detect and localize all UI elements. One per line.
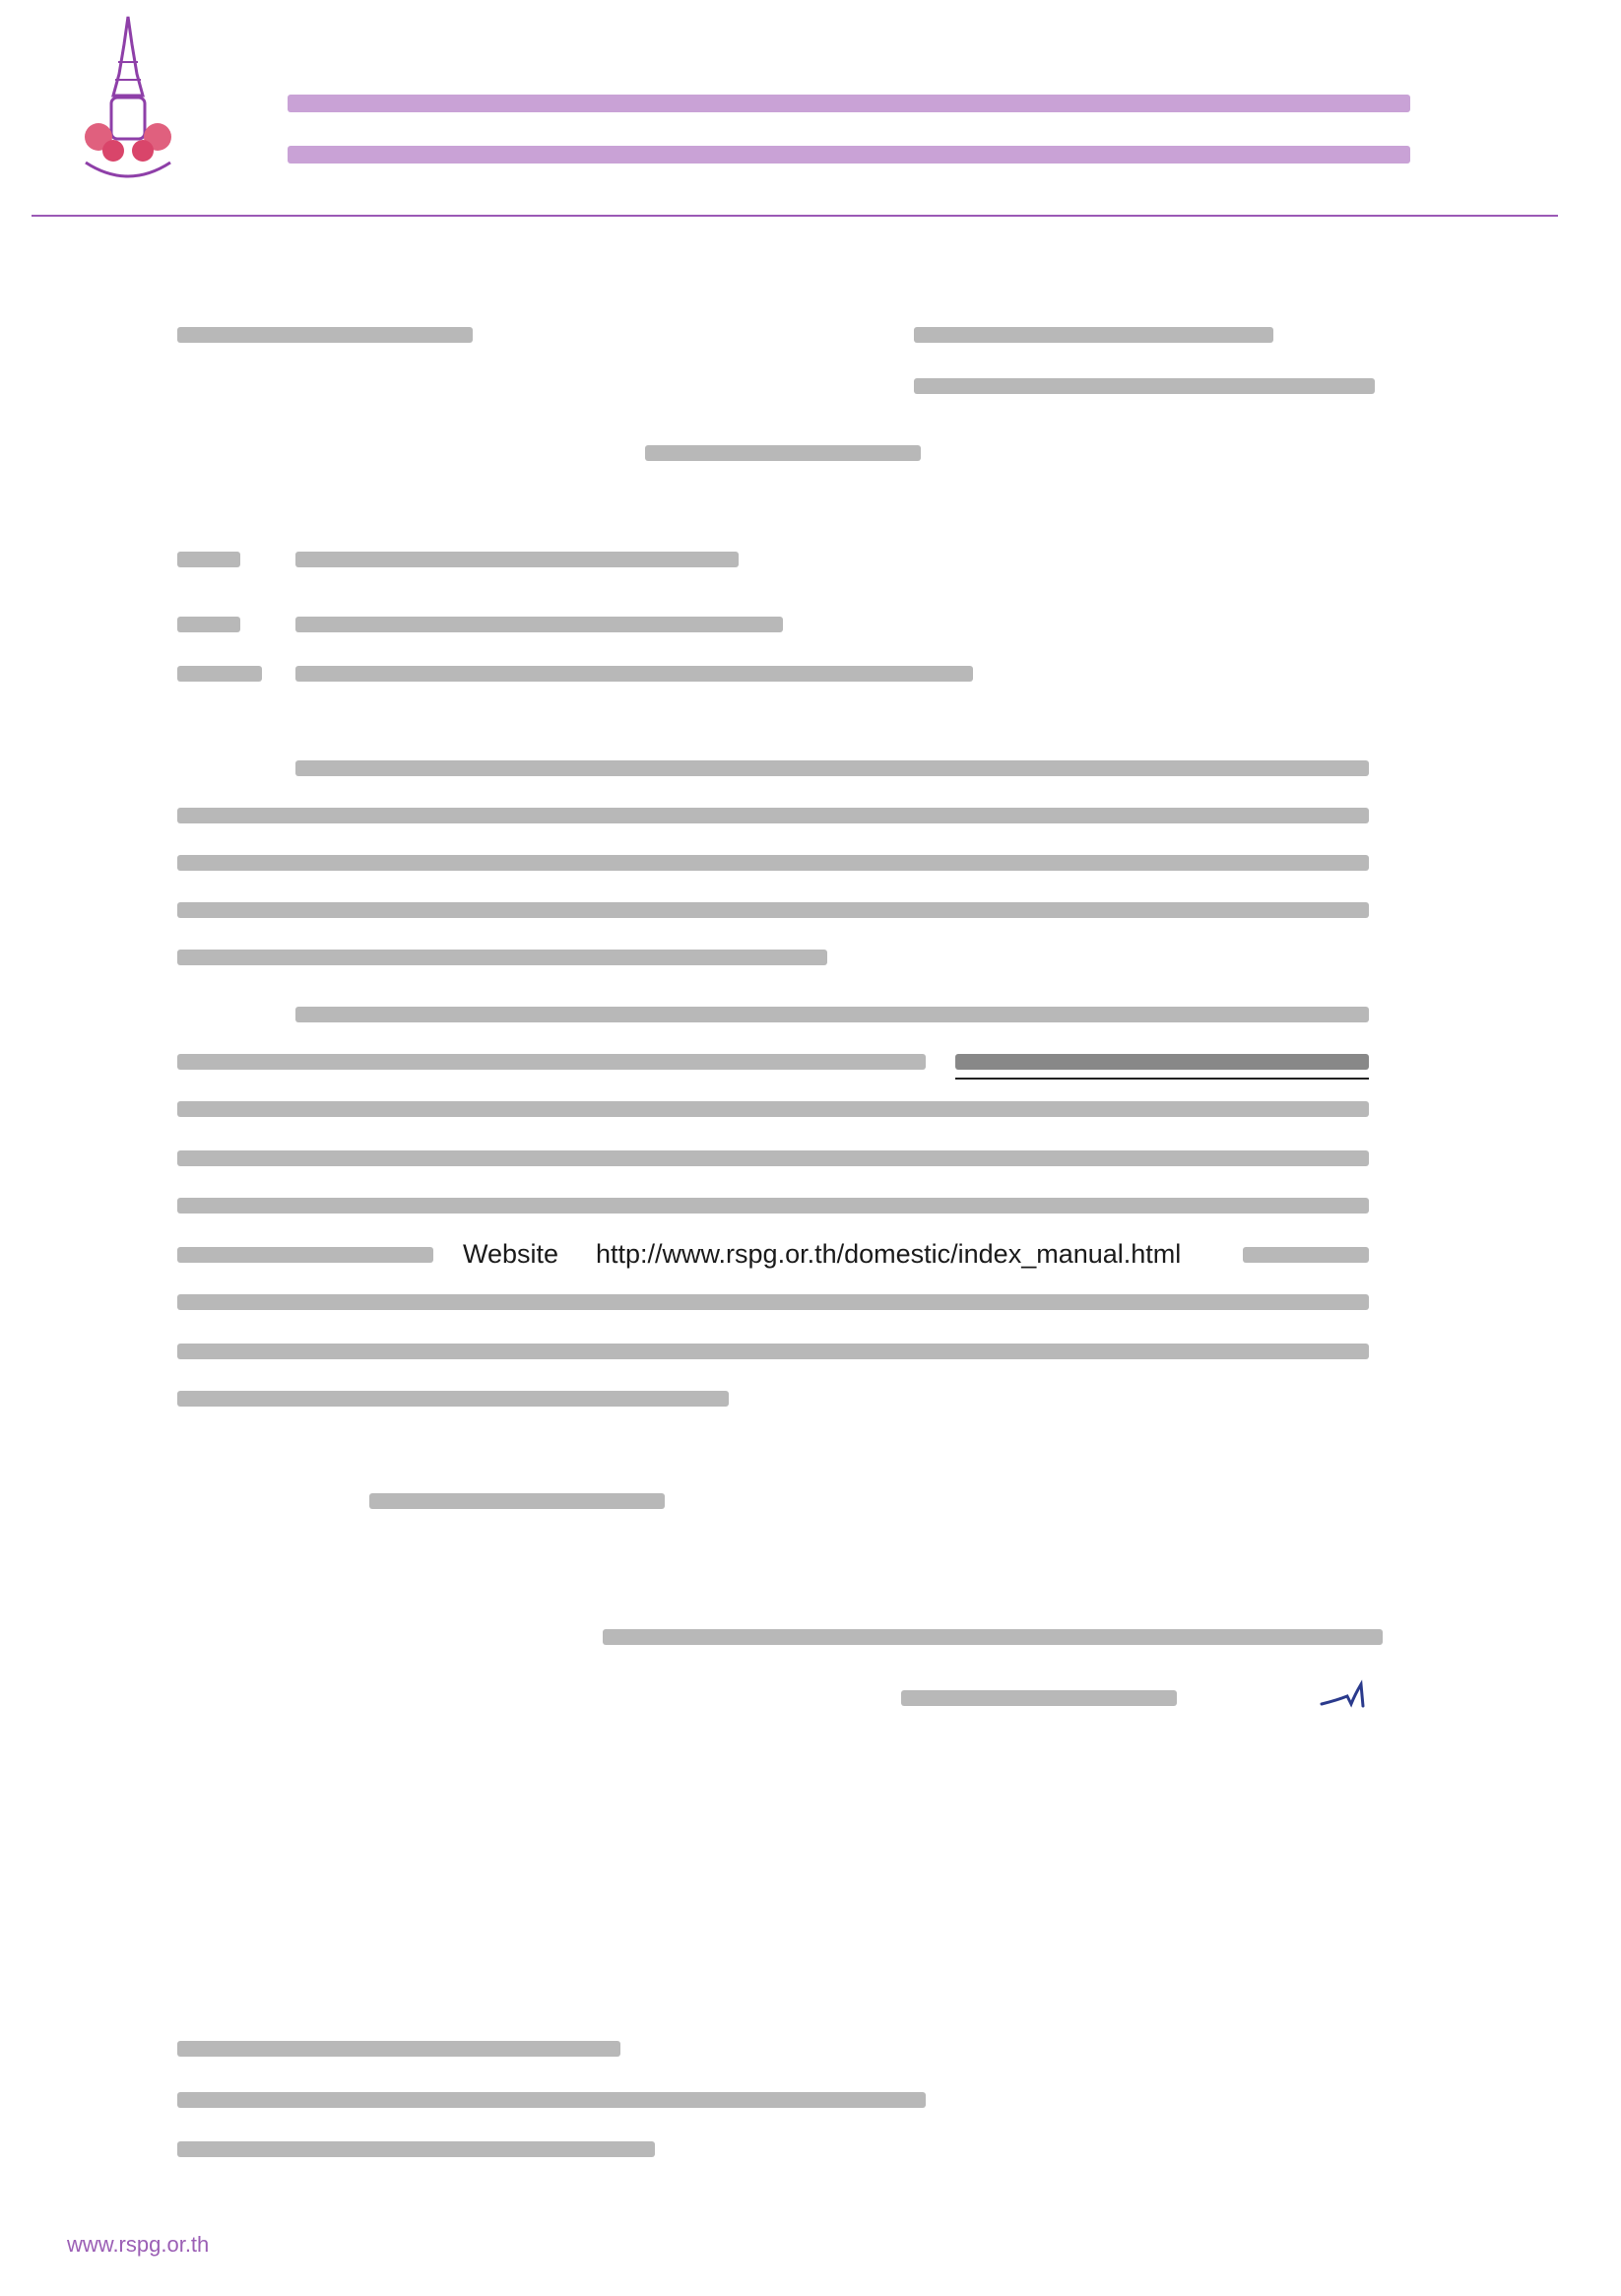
paragraph-2-line: [177, 1150, 1369, 1166]
paragraph-2-line: [295, 1007, 1369, 1022]
letter-date: [645, 445, 921, 461]
to-text: [295, 617, 783, 632]
sender-line-1: [914, 327, 1273, 343]
member-code: [955, 1054, 1369, 1070]
royal-crest-logo: [74, 15, 182, 187]
letterhead-line-1: [288, 95, 1410, 112]
website-label: Website: [463, 1239, 559, 1269]
letterhead-divider: [32, 215, 1558, 217]
sender-line-2: [914, 378, 1375, 394]
member-code-underline: [955, 1078, 1369, 1080]
to-label: [177, 617, 240, 632]
subject-label: [177, 552, 240, 567]
paragraph-2-line: [177, 1198, 1369, 1214]
paragraph-1-line: [295, 760, 1369, 776]
paragraph-2-line: [177, 1054, 926, 1070]
contact-phone: [177, 2092, 926, 2108]
royal-crest-with-lotus-icon: [85, 17, 171, 176]
reference-label: [177, 666, 262, 682]
paragraph-2-line-suffix: [1243, 1247, 1369, 1263]
subject-text: [295, 552, 739, 567]
contact-fax: [177, 2141, 655, 2157]
paragraph-1-line: [177, 855, 1369, 871]
paragraph-2-line: [177, 1391, 729, 1407]
paragraph-2-line: [177, 1101, 1369, 1117]
reference-number: [177, 327, 473, 343]
paragraph-2-line: [177, 1294, 1369, 1310]
signature-mark: [1318, 1674, 1377, 1714]
paragraph-1-line: [177, 902, 1369, 918]
paragraph-1-line: [177, 950, 827, 965]
reference-text: [295, 666, 973, 682]
letterhead-line-2: [288, 146, 1410, 164]
signature-office: [603, 1629, 1383, 1645]
footer-website[interactable]: www.rspg.or.th: [67, 2232, 210, 2257]
paragraph-2-line-prefix: [177, 1247, 433, 1263]
paragraph-2-line: [177, 1344, 1369, 1359]
closing-text: [369, 1493, 665, 1509]
signature-date: [901, 1690, 1177, 1706]
website-link[interactable]: http://www.rspg.or.th/domestic/index_manual.html: [596, 1239, 1182, 1269]
paragraph-1-line: [177, 808, 1369, 823]
contact-intro: [177, 2041, 620, 2057]
